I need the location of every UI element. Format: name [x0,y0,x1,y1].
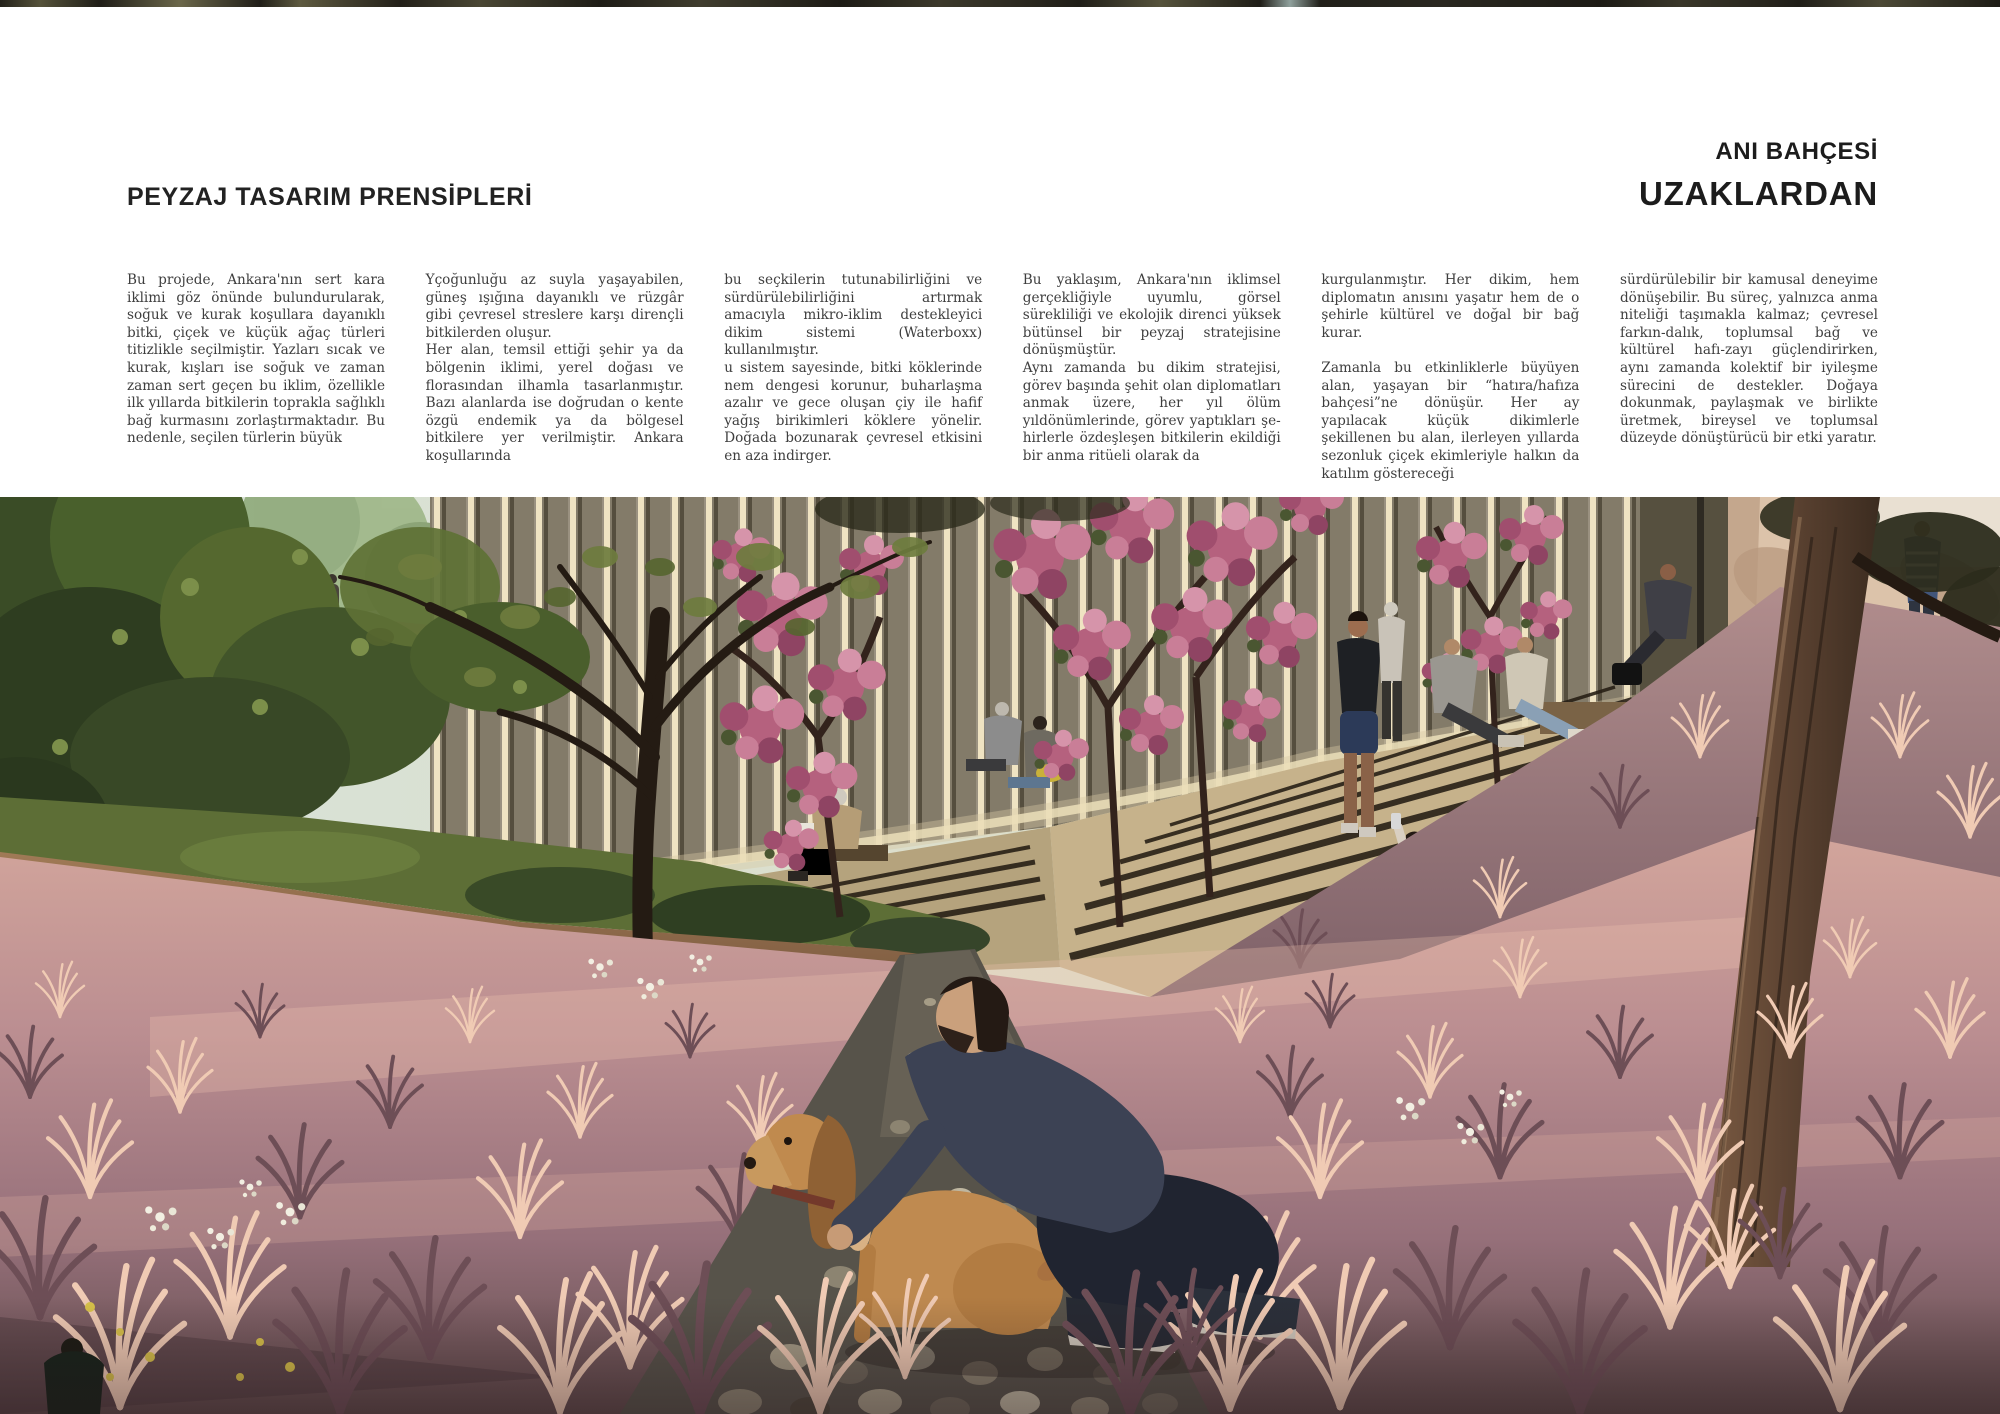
text-column-4 [1023,272,1281,483]
project-title-block [1639,138,1878,213]
text-column-5 [1321,272,1579,483]
paragraph: u sistem sayesinde, bitki köklerinde nem dengesi korunur, buharlaşma azalır ve gece oluşan çiy ile hafif yağış birikimleri köklere yönelir. Doğada bozunarak çevresel etkisini en aza indirger. [724,359,983,464]
text-column-1 [127,272,385,483]
project-title: UZAKLARDAN [1639,175,1878,212]
paragraph: Her alan, temsil ettiği şehir ya da bölgenin iklimi, yerel doğası ve florasından ilhamla tasarlanmıştır. Bazı alanlarda ise doğrudan o kente özgü endemik ya da bölgesel bitkilere yer verilmiştir. Ankara koşullarında [425,342,684,464]
project-supertitle: ANI BAHÇESİ [1715,138,1878,165]
bottom-vignette [0,1297,2000,1414]
paragraph: Aynı zamanda bu dikim stratejisi, görev başında şehit olan diplomatları anmak üzere, her yıl ölüm yıldönümlerinde, görev yaptıkları şe-hirlerle özdeşleşen bitkilerin ekildiği bir anma ritüeli olarak da [1022,359,1281,464]
text-column-2 [426,272,684,483]
paragraph: Bu yaklaşım, Ankara'nın iklimsel gerçekliğiyle uyumlu, görsel sürekliliği ve ekolojik direnci yüksek bütünsel bir peyzaj stratejisine dönüşmüştür. [1022,272,1281,359]
paragraph: Bu projede, Ankara'nın sert kara iklimi göz önünde bulundurularak, soğuk ve kurak koşullara dayanıklı bitki, çiçek ve küçük ağaç türleri titizlikle seçilmiştir. Yazları sıcak ve kurak, kışları ise soğuk ve zaman zaman sert geçen bu iklim, özellikle ilk yıllarda bitkilerin toprakla sağlıklı bağ kurmasını zorlaştırmaktadır. Bu nedenle, seçilen türlerin büyük [127,272,385,447]
paragraph: kurgulanmıştır. Her dikim, hem diplomatın anısını yaşatır hem de o şehirle kültürel ve doğal bir bağ kurar. [1321,272,1580,341]
text-column-6 [1620,272,1878,483]
paragraph: sürdürülebilir bir kamusal deneyime dönüşebilir. Bu süreç, yalnızca anma niteliği taşımakla kalmaz; çevresel farkın-dalık, toplumsal bağ ve kültürel hafı-zayı güçlendirirken, aynı zamanda kolektif bir iyileşme sürecini de destekler. Doğaya dokunmak, paylaşmak ve birlikte üretmek, bireysel ve toplumsal düzeyde dönüştürücü bir etki yaratır. [1619,272,1878,447]
top-image-strip [0,0,2000,7]
page-title: PEYZAJ TASARIM PRENSİPLERİ [127,183,533,211]
park-render-image [0,497,2000,1414]
text-column-3 [724,272,982,483]
paragraph: Zamanla bu etkinliklerle büyüyen alan, yaşayan bir “hatıra/hafıza bahçesi”ne dönüşür. Her ay yapılacak küçük dikimlerle şekillenen bu alan, ilerleyen yıllarda sezonluk çiçek ekimleriyle halkın da katılım göstereceği [1321,359,1580,482]
paragraph: bu seçkilerin tutunabilirliğini ve sürdürülebilirliğini artırmak amacıyla mikro-iklim destekleyici dikim sistemi (Waterboxx) kullanılmıştır. [724,272,983,359]
paragraph: Yçoğunluğu az suyla yaşayabilen, güneş ışığına dayanıklı ve rüzgâr gibi çevresel streslere karşı dirençli bitkilerden oluşur. [425,272,684,341]
body-text-columns [127,272,1878,483]
